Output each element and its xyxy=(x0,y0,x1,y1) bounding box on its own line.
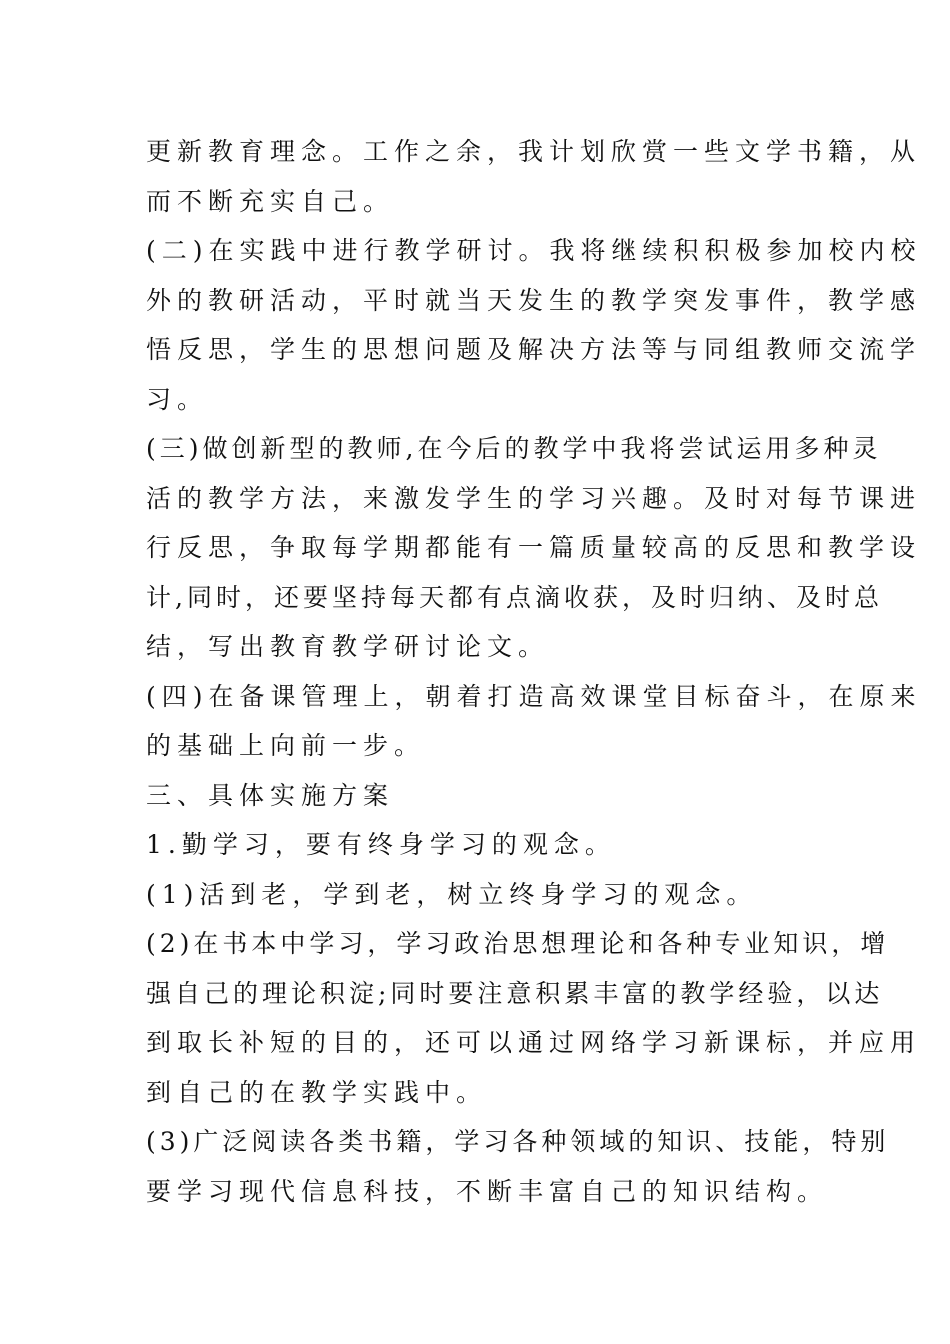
text-line: (四)在备课管理上，朝着打造高效课堂目标奋斗，在原来 xyxy=(146,681,922,711)
text-line: 的基础上向前一步。 xyxy=(146,731,426,760)
text-line: 悟反思，学生的思想问题及解决方法等与同组教师交流学 xyxy=(146,335,922,364)
text-line: (二)在实践中进行教学研讨。我将继续积积极参加校内校 xyxy=(146,236,922,265)
text-line: 到自己的在教学实践中。 xyxy=(146,1077,488,1107)
section-heading: 三、具体实施方案 xyxy=(146,780,395,810)
text-line: (1)活到老，学到老，树立终身学习的观念。 xyxy=(146,879,758,909)
text-line: 外的教研活动，平时就当天发生的教学突发事件，教学感 xyxy=(146,285,922,315)
text-line: 而不断充实自己。 xyxy=(146,186,395,216)
text-line: 习。 xyxy=(146,384,209,414)
text-line: 计,同时，还要坚持每天都有点滴收获，及时归纳、及时总 xyxy=(146,582,883,612)
text-line: 1.勤学习，要有终身学习的观念。 xyxy=(146,830,616,859)
text-line: (2)在书本中学习，学习政治思想理论和各种专业知识，增 xyxy=(146,929,890,958)
text-line: 活的教学方法，来激发学生的学习兴趣。及时对每节课进 xyxy=(146,483,922,513)
text-line: 结，写出教育教学研讨论文。 xyxy=(146,632,550,661)
text-line: (3)广泛阅读各类书籍，学习各种领域的知识、技能，特别 xyxy=(146,1127,890,1156)
text-line: 到取长补短的目的，还可以通过网络学习新课标，并应用 xyxy=(146,1028,922,1057)
text-line: (三)做创新型的教师,在今后的教学中我将尝试运用多种灵 xyxy=(146,434,882,463)
text-line: 行反思，争取每学期都能有一篇质量较高的反思和教学设 xyxy=(146,533,922,562)
text-line: 强自己的理论积淀;同时要注意积累丰富的教学经验，以达 xyxy=(146,978,884,1008)
document-body xyxy=(146,127,922,1216)
text-line: 要学习现代信息科技，不断丰富自己的知识结构。 xyxy=(146,1176,829,1206)
text-line: 更新教育理念。工作之余，我计划欣赏一些文学书籍，从 xyxy=(146,137,922,166)
